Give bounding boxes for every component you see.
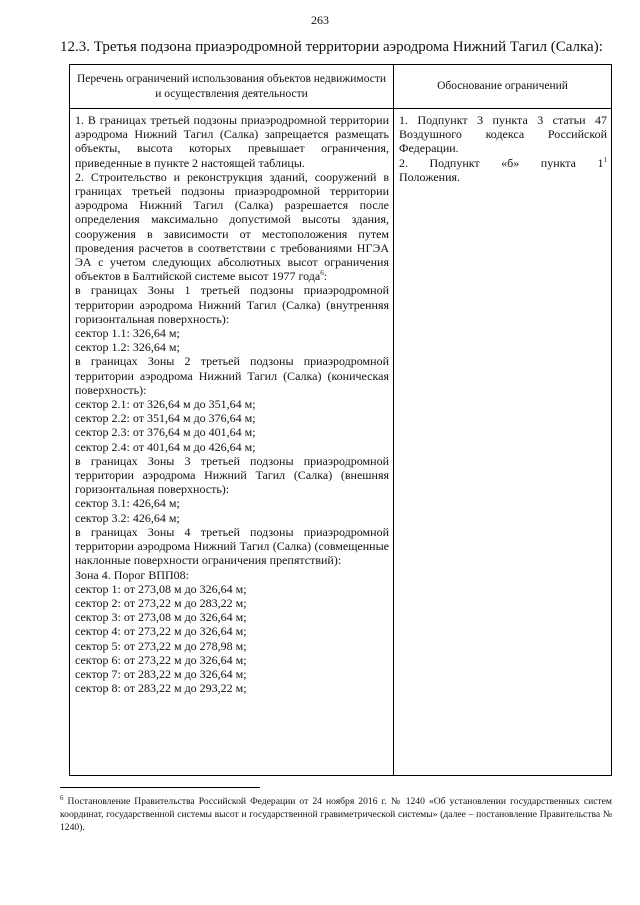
header-basis: Обоснование ограничений	[394, 65, 612, 109]
zone4-threshold: Зона 4. Порог ВПП08:	[75, 567, 190, 582]
restrictions-table	[69, 64, 612, 776]
basis-2-tail: Положения.	[399, 169, 461, 184]
zone2-heading: в границах Зоны 2 третьей подзоны приаэродромной территории аэродрома Нижний Тагил (Салка) (коническая поверхность):	[75, 354, 389, 397]
sector-line: сектор 2.4: от 401,64 м до 426,64 м;	[75, 439, 256, 454]
sector-line: сектор 1: от 273,08 м до 326,64 м;	[75, 581, 247, 596]
basis-cell	[394, 109, 612, 776]
restriction-2-end: :	[323, 269, 328, 284]
zone1-heading: в границах Зоны 1 третьей подзоны приаэродромной территории аэродрома Нижний Тагил (Салка) (внутренняя горизонтальная поверхность):	[75, 283, 389, 326]
sector-line: сектор 2.1: от 326,64 м до 351,64 м;	[75, 397, 256, 412]
restriction-2	[75, 170, 389, 284]
section-title: 12.3. Третья подзона приаэродромной территории аэродрома Нижний Тагил (Салка):	[60, 39, 603, 55]
footnote	[60, 795, 612, 834]
footnote-mark: 6	[60, 793, 64, 802]
sector-line: сектор 4: от 273,22 м до 326,64 м;	[75, 624, 247, 639]
page-number: 263	[311, 13, 329, 27]
sector-line: сектор 3.2: 426,64 м;	[75, 510, 180, 525]
sector-line: сектор 7: от 283,22 м до 326,64 м;	[75, 666, 247, 681]
basis-1: 1. Подпункт 3 пункта 3 статьи 47 Воздушного кодекса Российской Федерации.	[399, 113, 607, 156]
sector-line: сектор 6: от 273,22 м до 326,64 м;	[75, 652, 247, 667]
sector-line: сектор 2: от 273,22 м до 283,22 м;	[75, 595, 247, 610]
sector-line: сектор 2.3: от 376,64 м до 401,64 м;	[75, 425, 256, 440]
restriction-2-text: 2. Строительство и реконструкция зданий, сооружений в границах третьей подзоны приаэродромной территории аэродрома Нижний Тагил (Салка) разрешается после определения максимально допустимой высоты здания, сооружения в зависимости от местоположения путем проведения расчетов в соответствии с требованиями НГЭА ЭА с учетом следующих абсолютных высот ограничения объектов в Балтийской системе высот 1977 года	[75, 169, 389, 284]
table-header-row	[70, 65, 612, 109]
footnote-ref: 6	[320, 269, 324, 278]
sector-line: сектор 2.2: от 351,64 м до 376,64 м;	[75, 411, 256, 426]
sector-line: сектор 5: от 273,22 м до 278,98 м;	[75, 638, 247, 653]
footnote-divider	[60, 787, 260, 788]
sector-line: сектор 8: от 283,22 м до 293,22 м;	[75, 681, 247, 696]
footnote-text: Постановление Правительства Российской Федерации от 24 ноября 2016 г. № 1240 «Об установлении государственных систем координат, государственной системы высот и государственной гравиметрической системы» (далее – постановление Правительства № 1240).	[60, 796, 612, 833]
sector-line: сектор 1.2: 326,64 м;	[75, 340, 180, 355]
basis-2-text: 2. Подпункт «б» пункта 1	[399, 155, 604, 170]
restrictions-cell	[70, 109, 394, 776]
sector-line: сектор 3: от 273,08 м до 326,64 м;	[75, 610, 247, 625]
sector-line: сектор 3.1: 426,64 м;	[75, 496, 180, 511]
zone3-heading: в границах Зоны 3 третьей подзоны приаэродромной территории аэродрома Нижний Тагил (Салка) (внешняя горизонтальная поверхность):	[75, 453, 389, 497]
zone4-heading: в границах Зоны 4 третьей подзоны приаэродромной территории аэродрома Нижний Тагил (Салка) (совмещенные наклонные поверхности ограничения препятствий):	[75, 524, 389, 568]
table-row	[70, 109, 612, 776]
restriction-1: 1. В границах третьей подзоны приаэродромной территории аэродрома Нижний Тагил (Салка) запрещается размещать объекты, высота которых превышает ограничения, приведенные в пункте 2 настоящей таблицы.	[75, 113, 389, 170]
basis-2-superscript: 1	[603, 155, 607, 164]
header-restrictions: Перечень ограничений использования объектов недвижимости и осуществления деятельности	[70, 65, 394, 109]
sector-line: сектор 1.1: 326,64 м;	[75, 326, 180, 341]
basis-2	[399, 156, 607, 170]
